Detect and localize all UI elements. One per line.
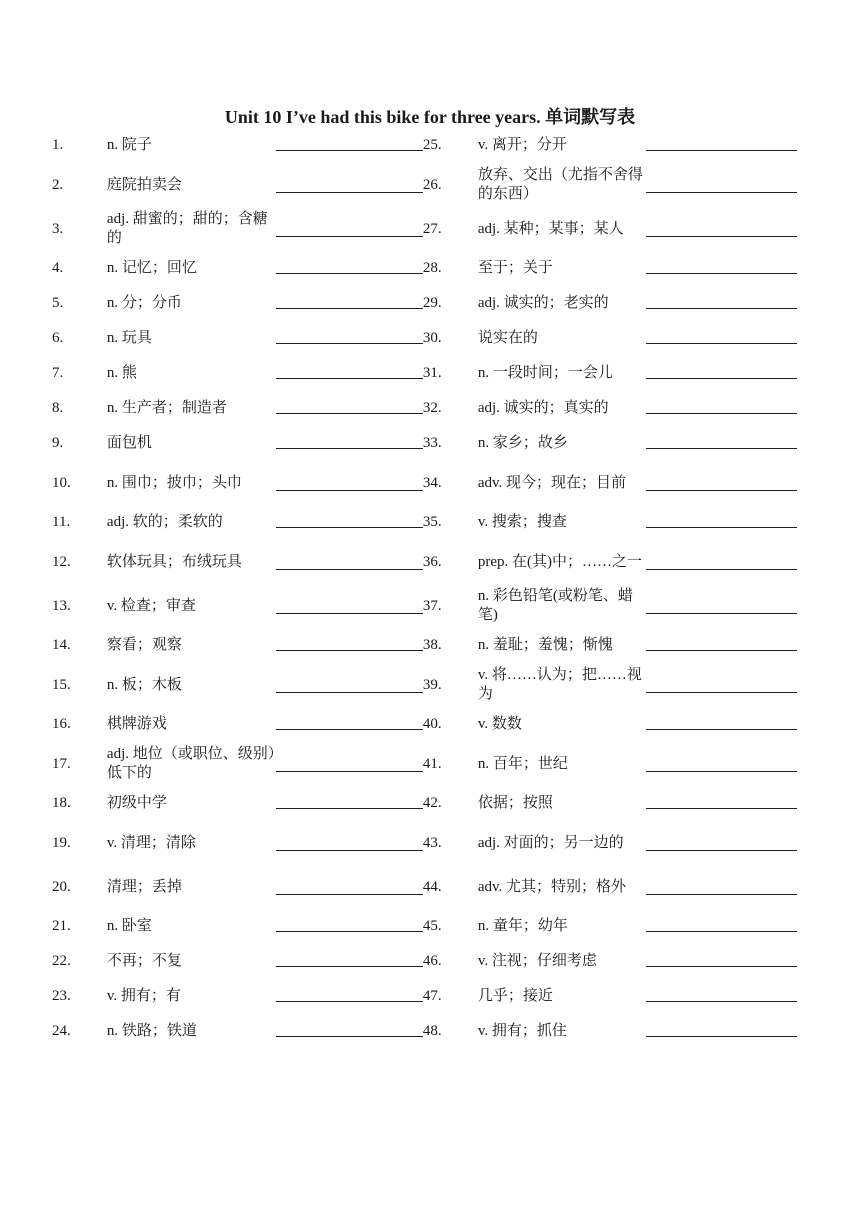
item-definition: n. 百年；世纪 (477, 755, 568, 772)
item-number: 12. (52, 553, 71, 570)
vocab-row (52, 821, 797, 865)
answer-blank[interactable] (646, 909, 797, 944)
item-definition: 庭院拍卖会 (106, 176, 182, 193)
item-definition: adj. 对面的；另一边的 (477, 834, 624, 851)
answer-blank[interactable] (646, 356, 797, 391)
vocab-row (52, 391, 797, 426)
item-number: 21. (52, 918, 71, 934)
answer-blank[interactable] (276, 461, 423, 505)
answer-blank[interactable] (276, 944, 423, 979)
answer-line (646, 413, 797, 414)
answer-blank[interactable] (646, 286, 797, 321)
item-number: 18. (52, 795, 71, 811)
item-number: 35. (422, 514, 442, 530)
vocab-row (52, 979, 797, 1014)
item-definition: 放弃、交出（尤指不舍得的东西） (477, 167, 643, 202)
vocab-row (52, 909, 797, 944)
item-definition: n. 羞耻；羞愧；惭愧 (477, 637, 613, 653)
item-number: 22. (52, 953, 71, 969)
item-number: 5. (52, 295, 64, 311)
answer-blank[interactable] (276, 163, 423, 207)
item-number: 7. (52, 365, 64, 381)
answer-blank[interactable] (276, 742, 423, 786)
answer-blank[interactable] (276, 391, 423, 426)
answer-line (276, 650, 423, 651)
answer-line (646, 236, 797, 237)
item-number: 13. (52, 597, 71, 614)
item-number: 42. (422, 795, 442, 811)
item-definition: n. 记忆；回忆 (106, 260, 197, 276)
item-definition: v. 检查；审查 (106, 597, 196, 614)
item-definition: n. 生产者；制造者 (106, 400, 227, 416)
item-definition: 清理；丢掉 (106, 878, 182, 895)
item-number: 43. (422, 834, 442, 851)
item-number: 3. (52, 220, 64, 237)
answer-line (276, 808, 423, 809)
item-number: 10. (52, 474, 71, 491)
item-definition: adj. 软的；柔软的 (106, 514, 223, 530)
answer-line (646, 150, 797, 151)
item-definition: v. 将……认为；把……视为 (477, 667, 642, 702)
item-definition: prep. 在(其)中；……之一 (477, 553, 642, 570)
answer-line (276, 527, 423, 528)
answer-line (276, 569, 423, 570)
item-number: 48. (422, 1023, 442, 1039)
answer-blank[interactable] (646, 163, 797, 207)
item-definition: 不再；不复 (106, 953, 182, 969)
answer-line (276, 931, 423, 932)
answer-blank[interactable] (646, 321, 797, 356)
vocabulary-table (52, 128, 797, 1049)
answer-blank[interactable] (276, 663, 423, 707)
answer-line (276, 236, 423, 237)
item-number: 1. (52, 137, 64, 153)
item-number: 24. (52, 1023, 71, 1039)
item-number: 19. (52, 834, 71, 851)
answer-blank[interactable] (646, 251, 797, 286)
vocab-row (52, 663, 797, 707)
item-number: 11. (52, 514, 71, 530)
item-number: 38. (422, 637, 442, 653)
vocab-row (52, 742, 797, 786)
answer-line (276, 771, 423, 772)
item-definition: 至于；关于 (477, 260, 553, 276)
answer-line (646, 613, 797, 614)
item-definition: adj. 甜蜜的；甜的；含糖的 (106, 211, 268, 246)
item-definition: v. 搜索；搜查 (477, 514, 567, 530)
answer-line (646, 308, 797, 309)
item-number: 37. (422, 597, 442, 614)
vocab-row (52, 584, 797, 628)
answer-blank[interactable] (276, 584, 423, 628)
item-definition: 初级中学 (106, 795, 167, 811)
item-definition: n. 家乡；故乡 (477, 435, 568, 451)
answer-blank[interactable] (646, 786, 797, 821)
item-definition: n. 玩具 (106, 330, 152, 346)
item-number: 20. (52, 878, 71, 895)
answer-line (276, 490, 423, 491)
item-number: 9. (52, 435, 64, 451)
answer-line (646, 1036, 797, 1037)
vocab-row (52, 207, 797, 251)
answer-line (646, 490, 797, 491)
answer-blank[interactable] (646, 944, 797, 979)
answer-line (276, 150, 423, 151)
answer-line (276, 850, 423, 851)
item-number: 45. (422, 918, 442, 934)
item-definition: 依据；按照 (477, 795, 553, 811)
item-number: 6. (52, 330, 64, 346)
item-number: 46. (422, 953, 442, 969)
item-definition: n. 熊 (106, 365, 137, 381)
item-number: 44. (422, 878, 442, 895)
item-definition: n. 围巾；披巾；头巾 (106, 474, 242, 491)
answer-blank[interactable] (646, 707, 797, 742)
answer-blank[interactable] (646, 207, 797, 251)
item-definition: adv. 尤其；特别；格外 (477, 878, 627, 895)
item-definition: adv. 现今；现在；目前 (477, 474, 627, 491)
item-definition: n. 一段时间；一会儿 (477, 365, 613, 381)
page-title: Unit 10 I’ve had this bike for three years. 单词默写表 (224, 107, 636, 127)
item-definition: v. 清理；清除 (106, 834, 196, 851)
item-number: 4. (52, 260, 64, 276)
item-definition: n. 彩色铅笔(或粉笔、蜡笔) (477, 588, 633, 623)
item-number: 29. (422, 295, 442, 311)
item-number: 26. (422, 176, 442, 193)
answer-line (646, 808, 797, 809)
vocab-row (52, 128, 797, 163)
item-number: 8. (52, 400, 64, 416)
answer-line (646, 894, 797, 895)
item-number: 14. (52, 637, 71, 653)
answer-blank[interactable] (276, 628, 423, 663)
answer-blank[interactable] (276, 356, 423, 391)
answer-line (646, 192, 797, 193)
answer-line (646, 850, 797, 851)
answer-line (276, 692, 423, 693)
answer-line (276, 308, 423, 309)
item-number: 47. (422, 988, 442, 1004)
answer-blank[interactable] (646, 391, 797, 426)
item-definition: v. 拥有；抓住 (477, 1023, 567, 1039)
item-definition: n. 卧室 (106, 918, 152, 934)
answer-blank[interactable] (276, 426, 423, 461)
item-number: 41. (422, 755, 442, 772)
answer-line (276, 413, 423, 414)
item-definition: 说实在的 (477, 330, 538, 346)
answer-line (646, 273, 797, 274)
vocab-row (52, 1014, 797, 1049)
answer-blank[interactable] (276, 865, 423, 909)
answer-line (646, 692, 797, 693)
answer-line (276, 448, 423, 449)
answer-line (646, 569, 797, 570)
answer-line (276, 378, 423, 379)
item-definition: 几乎；接近 (477, 988, 553, 1004)
answer-blank[interactable] (646, 584, 797, 628)
item-number: 23. (52, 988, 71, 1004)
item-definition: 面包机 (106, 435, 152, 451)
item-number: 31. (422, 365, 442, 381)
answer-line (276, 729, 423, 730)
answer-blank[interactable] (276, 286, 423, 321)
answer-blank[interactable] (646, 821, 797, 865)
vocab-row (52, 356, 797, 391)
vocab-row (52, 786, 797, 821)
answer-blank[interactable] (276, 786, 423, 821)
item-number: 33. (422, 435, 442, 451)
item-definition: adj. 诚实的；老实的 (477, 295, 609, 311)
answer-line (646, 966, 797, 967)
answer-line (646, 1001, 797, 1002)
answer-line (276, 273, 423, 274)
answer-blank[interactable] (646, 426, 797, 461)
answer-line (646, 729, 797, 730)
item-number: 39. (422, 676, 442, 693)
answer-line (646, 527, 797, 528)
answer-blank[interactable] (276, 1014, 423, 1049)
item-definition: adj. 诚实的；真实的 (477, 400, 609, 416)
vocab-row (52, 461, 797, 505)
item-number: 36. (422, 553, 442, 570)
answer-blank[interactable] (276, 909, 423, 944)
answer-blank[interactable] (276, 505, 423, 540)
answer-blank[interactable] (646, 540, 797, 584)
item-number: 27. (422, 220, 442, 237)
item-number: 15. (52, 676, 71, 693)
answer-line (276, 966, 423, 967)
vocab-row (52, 540, 797, 584)
item-definition: 软体玩具；布绒玩具 (106, 553, 242, 570)
answer-blank[interactable] (646, 128, 797, 163)
vocab-row (52, 426, 797, 461)
item-definition: 察看；观察 (106, 637, 182, 653)
item-number: 16. (52, 716, 71, 732)
item-definition: v. 注视；仔细考虑 (477, 953, 597, 969)
item-number: 32. (422, 400, 442, 416)
vocab-row (52, 628, 797, 663)
answer-blank[interactable] (646, 461, 797, 505)
answer-line (646, 771, 797, 772)
item-definition: n. 铁路；铁道 (106, 1023, 197, 1039)
answer-line (276, 1001, 423, 1002)
item-definition: adj. 地位（或职位、级别）低下的 (106, 746, 276, 781)
vocab-row (52, 707, 797, 742)
answer-line (276, 343, 423, 344)
vocab-row (52, 865, 797, 909)
vocab-row (52, 251, 797, 286)
item-definition: adj. 某种；某事；某人 (477, 220, 624, 237)
vocab-row (52, 321, 797, 356)
answer-blank[interactable] (276, 979, 423, 1014)
item-number: 40. (422, 716, 442, 732)
item-number: 2. (52, 176, 64, 193)
answer-line (276, 894, 423, 895)
item-definition: n. 院子 (106, 137, 152, 153)
answer-line (276, 1036, 423, 1037)
answer-line (646, 931, 797, 932)
answer-blank[interactable] (646, 1014, 797, 1049)
answer-blank[interactable] (646, 742, 797, 786)
vocab-row (52, 286, 797, 321)
item-definition: n. 分；分币 (106, 295, 182, 311)
item-definition: n. 板；木板 (106, 676, 182, 693)
vocab-row (52, 505, 797, 540)
answer-line (646, 378, 797, 379)
answer-blank[interactable] (276, 207, 423, 251)
vocab-row (52, 944, 797, 979)
answer-blank[interactable] (276, 321, 423, 356)
item-definition: n. 童年；幼年 (477, 918, 568, 934)
answer-line (646, 448, 797, 449)
item-definition: v. 拥有；有 (106, 988, 181, 1004)
item-number: 34. (422, 474, 442, 491)
answer-blank[interactable] (276, 128, 423, 163)
answer-blank[interactable] (276, 251, 423, 286)
answer-blank[interactable] (276, 707, 423, 742)
item-number: 30. (422, 330, 442, 346)
answer-blank[interactable] (276, 821, 423, 865)
item-number: 28. (422, 260, 442, 276)
answer-blank[interactable] (646, 505, 797, 540)
answer-blank[interactable] (646, 979, 797, 1014)
item-number: 25. (422, 137, 442, 153)
answer-line (646, 343, 797, 344)
answer-line (276, 192, 423, 193)
answer-blank[interactable] (646, 663, 797, 707)
answer-line (646, 650, 797, 651)
item-definition: 棋牌游戏 (106, 716, 167, 732)
item-number: 17. (52, 755, 71, 772)
answer-blank[interactable] (646, 628, 797, 663)
answer-blank[interactable] (276, 540, 423, 584)
answer-line (276, 613, 423, 614)
item-definition: v. 数数 (477, 716, 522, 732)
vocab-row (52, 163, 797, 207)
answer-blank[interactable] (646, 865, 797, 909)
item-definition: v. 离开；分开 (477, 137, 567, 153)
